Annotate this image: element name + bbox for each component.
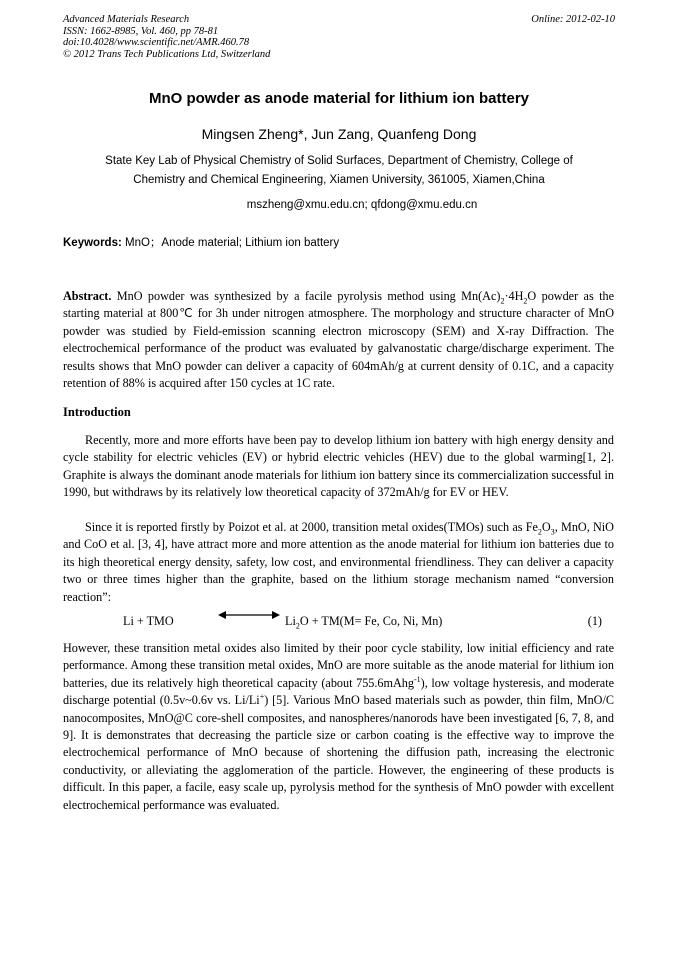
- abstract-text: MnO powder was synthesized by a facile pyrolysis method using Mn(Ac): [111, 289, 501, 303]
- paragraph-text: ) [5]. Various MnO based materials such as powder, thin film, MnO/C nanocomposites, MnO@C core-shell composites, and nanospheres/nanorods have been investigated [6, 7, 8, and 9]. It is demonstrates that decreasing the particle size or carbon coating is the effective way to improve the electrochemical performance of MnO because of shortening the diffusion path, increasing the electronic conductivity, or alleviating the agglomeration of the particle. However, the engineering of these products is difficult. In this paper, a facile, easy scale up, pyrolysis method for the synthesis of MnO powder with excellent electrochemical performance was evaluated.: [63, 693, 614, 812]
- paragraph-text: Since it is reported firstly by Poizot et al. at 2000, transition metal oxides(TMOs) such as Fe: [85, 520, 538, 534]
- equation-lhs: Li + TMO: [123, 614, 174, 628]
- journal-header: [63, 14, 615, 60]
- reversible-arrow-icon: [218, 608, 280, 622]
- superscript: -1: [414, 674, 421, 684]
- keywords-label: Keywords:: [63, 237, 122, 249]
- subscript: 2: [295, 621, 300, 631]
- abstract: [63, 288, 614, 392]
- abstract-text: ·4H: [504, 289, 524, 303]
- affiliation: State Key Lab of Physical Chemistry of Solid Surfaces, Department of Chemistry, College of Chemistry and Chemical Engineering, Xiamen University, 361005, Xiamen,China: [105, 155, 573, 186]
- abstract-text: O powder as the starting material at 800℃ for 3h under nitrogen atmosphere. The morphology and structure character of MnO powder was studied by Field-emission scanning electron microscopy (SEM) and X-ray Diffraction. The electrochemical performance of the product was evaluated by galvanostatic charge/discharge experiment. The results shows that MnO powder can deliver a capacity of 604mAh/g at current density of 0.1C, and a capacity retention of 88% is acquired after 150 cycles at 1C rate.: [63, 289, 614, 391]
- journal-name: Advanced Materials Research: [63, 14, 190, 25]
- subscript: 2: [500, 296, 505, 306]
- issn-line: ISSN: 1662-8985, Vol. 460, pp 78-81: [63, 25, 219, 37]
- abstract-label: Abstract.: [63, 289, 112, 303]
- author-list: Mingsen Zheng*, Jun Zang, Quanfeng Dong: [201, 126, 477, 142]
- intro-paragraph-1: Recently, more and more efforts have been pay to develop lithium ion battery with high energy density and cycle stability for electric vehicles (EV) or hybrid electric vehicles (HEV) due to the global warming[1, 2]. Graphite is always the dominant anode materials for lithium ion battery since its commercialization successful in 1990, but withdraws by its relatively low theoretical capacity of 372mAh/g for EV or HEV.: [63, 433, 614, 500]
- intro-paragraph-2: [63, 519, 614, 606]
- introduction-heading: Introduction: [63, 405, 131, 419]
- keywords: [63, 234, 339, 250]
- paper-title: MnO powder as anode material for lithium ion battery: [148, 90, 530, 107]
- equation-text: Li: [285, 614, 296, 628]
- subscript: 2: [537, 527, 542, 537]
- paragraph-text: O: [541, 520, 551, 534]
- author-emails: mszheng@xmu.edu.cn; qfdong@xmu.edu.cn: [246, 199, 478, 211]
- conversion-equation: [63, 614, 614, 632]
- paragraph-text: , MnO, NiO and CoO et al. [3, 4], have attract more and more attention as the anode material for lithium ion batteries due to its high theoretical energy density, safety, low cost, and environmental friendliness. They can deliver a capacity two or three times higher than the graphite, based on the lithium storage mechanism named “conversion reaction”:: [63, 520, 614, 604]
- intro-paragraph-3: [63, 640, 614, 814]
- keywords-text: MnO；Anode material; Lithium ion battery: [121, 237, 340, 249]
- subscript: 2: [523, 296, 528, 306]
- subscript: 3: [550, 527, 555, 537]
- equation-rhs: [285, 614, 442, 629]
- equation-text: O + TM(M= Fe, Co, Ni, Mn): [299, 614, 443, 628]
- equation-number: (1): [587, 614, 602, 628]
- online-date: Online: 2012-02-10: [531, 14, 615, 25]
- copyright-line: © 2012 Trans Tech Publications Ltd, Switzerland: [63, 48, 271, 60]
- doi-line: doi:10.4028/www.scientific.net/AMR.460.78: [63, 37, 250, 48]
- paragraph-text: ), low voltage hysteresis, and moderate discharge potential (0.5v~0.6v vs. Li/Li: [63, 675, 614, 708]
- paragraph-text: However, these transition metal oxides also limited by their poor cycle stability, low initial efficiency and rate performance. Among these transition metal oxides, MnO are more suitable as the anode material for lithium ion batteries, due its relatively high theoretical capacity (about 755.6mAhg: [63, 641, 614, 690]
- superscript: +: [259, 692, 265, 702]
